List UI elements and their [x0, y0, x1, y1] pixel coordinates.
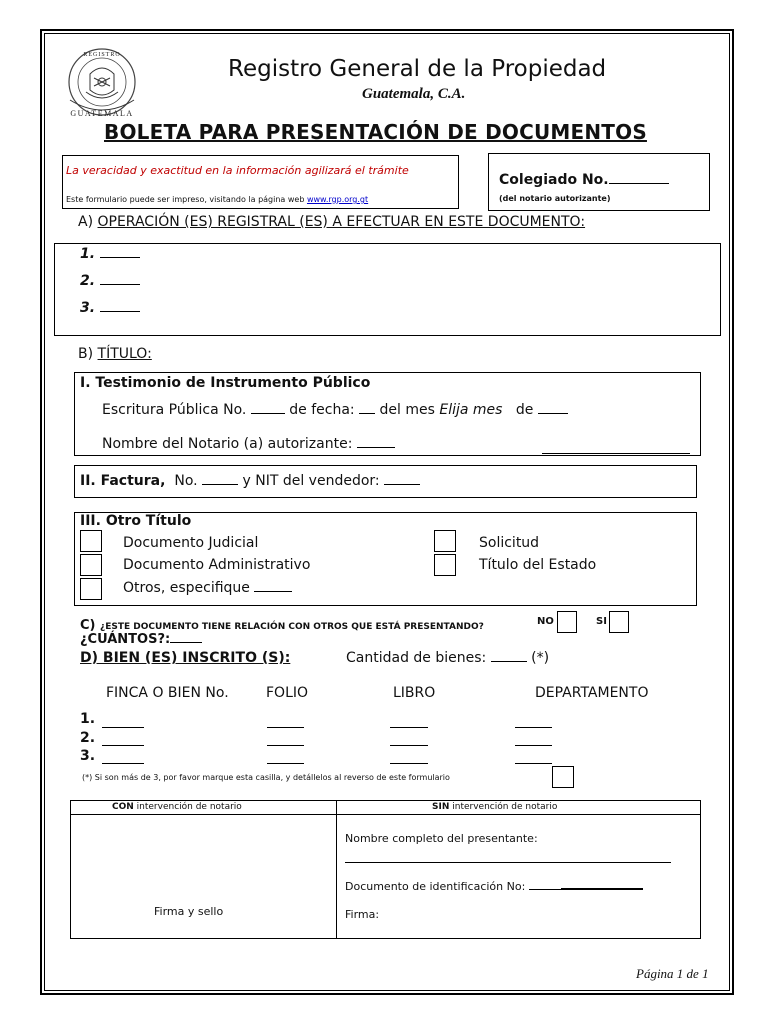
folio-input-2[interactable]	[267, 745, 304, 746]
page-number: Página 1 de 1	[636, 966, 709, 981]
notice-web-line	[66, 195, 368, 204]
operation-input-3[interactable]	[100, 311, 140, 312]
seal-text-bottom: GUATEMALA	[70, 109, 134, 118]
notario-extra-line	[542, 453, 690, 454]
notice-box	[62, 155, 459, 209]
colegiado-label: Colegiado No.	[499, 172, 669, 188]
notario-input[interactable]	[357, 447, 395, 448]
registry-seal-logo	[56, 44, 148, 122]
sin-notario-header: SIN intervención de notario	[432, 802, 558, 812]
seal-text-top: REGISTRO	[83, 52, 121, 58]
signature-table	[70, 800, 701, 939]
folio-input-1[interactable]	[267, 727, 304, 728]
section-c-question: C) ¿ESTE DOCUMENTO TIENE RELACIÓN CON OTROS QUE ESTÁ PRESENTANDO?	[80, 618, 484, 633]
bien-row-3: 3.	[80, 748, 96, 764]
operation-item-1: 1.	[80, 246, 140, 262]
documento-id-line: Documento de identificación No:	[345, 880, 643, 893]
option-otros: Otros, especifique	[123, 580, 292, 596]
libro-input-1[interactable]	[390, 727, 428, 728]
factura-no-input[interactable]	[202, 484, 238, 485]
related-no-checkbox[interactable]	[557, 611, 577, 633]
con-notario-header: CON intervención de notario	[112, 802, 242, 812]
month-dropdown[interactable]: Elija mes	[439, 402, 503, 418]
signature-column-divider	[336, 800, 337, 939]
option-documento-judicial: Documento Judicial	[123, 535, 259, 551]
finca-input-2[interactable]	[102, 745, 144, 746]
escritura-line: Escritura Pública No. de fecha: del mes Elija mes de	[102, 402, 568, 418]
nombre-presentante-input[interactable]	[345, 862, 671, 863]
libro-input-2[interactable]	[390, 745, 428, 746]
section-c-no-label: NO	[537, 616, 554, 627]
option-titulo-estado: Título del Estado	[479, 557, 597, 573]
otros-especifique-input[interactable]	[254, 591, 292, 592]
location: Guatemala, C.A.	[362, 86, 466, 102]
operation-item-3: 3.	[80, 300, 140, 316]
section-b-heading: B) TÍTULO:	[78, 346, 152, 362]
operation-input-1[interactable]	[100, 257, 140, 258]
section-c-si-label: SI	[596, 616, 607, 627]
section-d-heading: D) BIEN (ES) INSCRITO (S):	[80, 650, 291, 666]
org-name: Registro General de la Propiedad	[228, 56, 607, 82]
documento-id-input[interactable]	[561, 888, 643, 890]
section-a-heading: A) OPERACIÓN (ES) REGISTRAL (ES) A EFECTUAR EN ESTE DOCUMENTO:	[78, 214, 586, 230]
documento-administrativo-checkbox[interactable]	[80, 554, 102, 576]
otros-checkbox[interactable]	[80, 578, 102, 600]
cuantos-input[interactable]	[170, 642, 202, 643]
more-bienes-checkbox[interactable]	[552, 766, 574, 788]
departamento-input-2[interactable]	[515, 745, 552, 746]
finca-input-1[interactable]	[102, 727, 144, 728]
escritura-no-input[interactable]	[251, 413, 285, 414]
col-libro: LIBRO	[393, 685, 436, 701]
section-a-box	[54, 243, 721, 336]
otro-titulo-heading: III. Otro Título	[80, 513, 192, 529]
departamento-input-1[interactable]	[515, 727, 552, 728]
more-bienes-footnote: (*) Si son más de 3, por favor marque esta casilla, y detállelos al reverso de este formulario	[82, 773, 450, 782]
nombre-presentante-label: Nombre completo del presentante:	[345, 832, 538, 845]
year-input[interactable]	[538, 413, 568, 414]
departamento-input-3[interactable]	[515, 763, 552, 764]
cantidad-input[interactable]	[491, 661, 527, 662]
operation-input-2[interactable]	[100, 284, 140, 285]
col-departamento: DEPARTAMENTO	[535, 685, 649, 701]
firma-label: Firma:	[345, 908, 380, 921]
fecha-input[interactable]	[359, 413, 375, 414]
option-solicitud: Solicitud	[479, 535, 540, 551]
colegiado-input[interactable]	[609, 183, 669, 184]
signature-header-divider	[70, 814, 701, 815]
factura-line: II. Factura, No. y NIT del vendedor:	[80, 473, 420, 489]
website-link[interactable]: www.rgp.org.gt	[306, 195, 369, 204]
col-finca: FINCA O BIEN No.	[106, 685, 229, 701]
testimonio-heading: I. Testimonio de Instrumento Público	[80, 375, 371, 391]
bien-row-1: 1.	[80, 711, 96, 727]
notice-text: La veracidad y exactitud en la información agilizará el trámite	[66, 164, 409, 177]
operation-item-2: 2.	[80, 273, 140, 289]
col-folio: FOLIO	[266, 685, 309, 701]
colegiado-box	[488, 153, 710, 211]
nit-input[interactable]	[384, 484, 420, 485]
finca-input-3[interactable]	[102, 763, 144, 764]
folio-input-3[interactable]	[267, 763, 304, 764]
firma-sello-label: Firma y sello	[154, 905, 224, 918]
cantidad-line: Cantidad de bienes: (*)	[346, 650, 550, 666]
related-si-checkbox[interactable]	[609, 611, 629, 633]
cuantos-line: ¿CUÁNTOS?:	[80, 632, 202, 647]
option-documento-administrativo: Documento Administrativo	[123, 557, 311, 573]
bien-row-2: 2.	[80, 730, 96, 746]
notice-web-prefix: Este formulario puede ser impreso, visitando la página web	[66, 195, 307, 204]
libro-input-3[interactable]	[390, 763, 428, 764]
colegiado-sublabel: (del notario autorizante)	[499, 194, 611, 203]
solicitud-checkbox[interactable]	[434, 530, 456, 552]
notario-line: Nombre del Notario (a) autorizante:	[102, 436, 395, 452]
titulo-estado-checkbox[interactable]	[434, 554, 456, 576]
documento-judicial-checkbox[interactable]	[80, 530, 102, 552]
form-title: BOLETA PARA PRESENTACIÓN DE DOCUMENTOS	[104, 120, 647, 144]
